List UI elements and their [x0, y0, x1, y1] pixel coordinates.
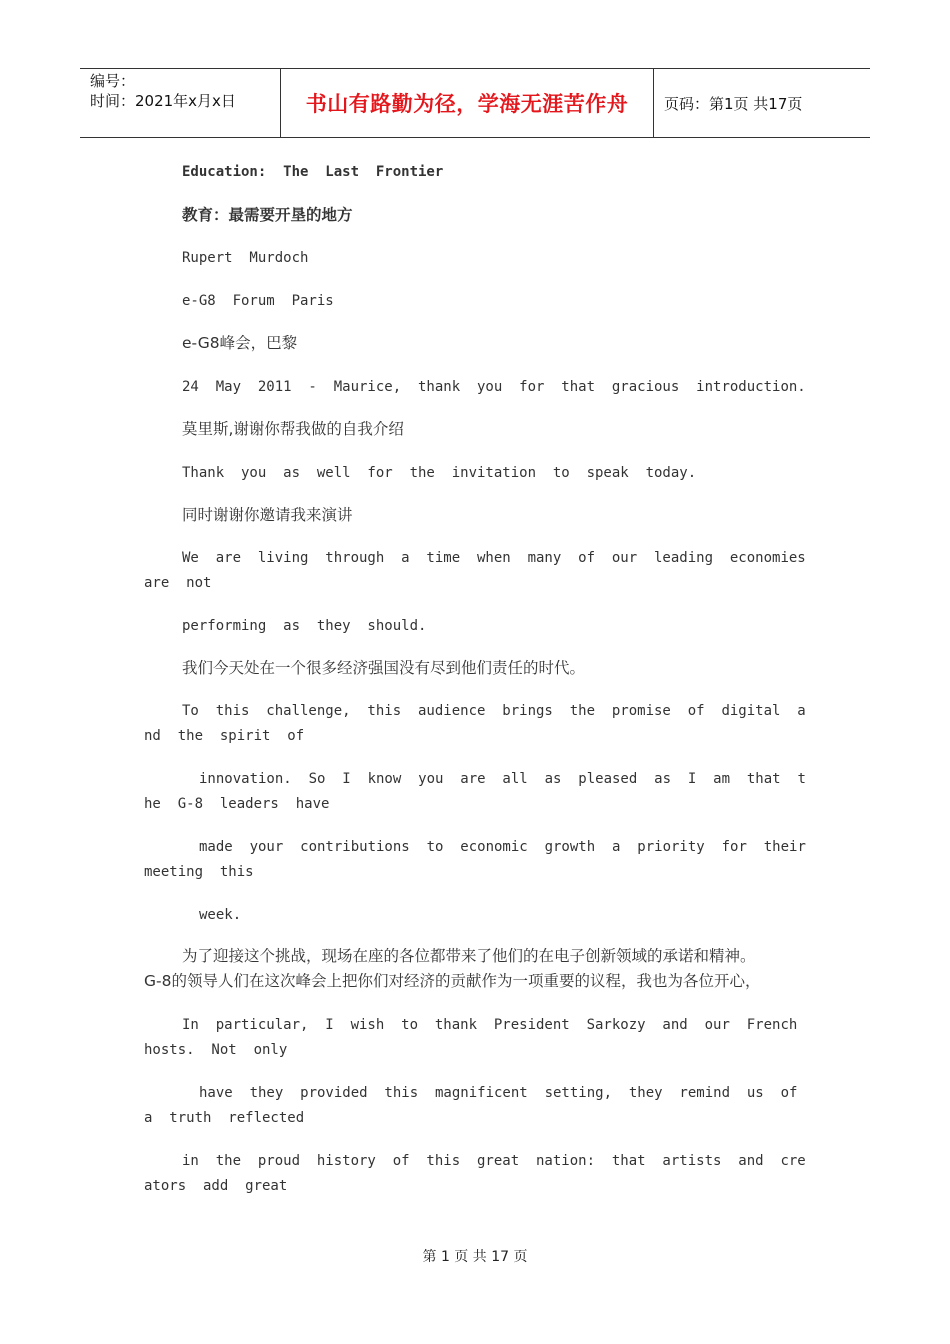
- text-line: Thank you as well for the invitation to speak today.: [182, 465, 697, 481]
- text-line: innovation. So I know you are all as pleased as I am that t: [199, 771, 806, 787]
- text-line: 24 May 2011 - Maurice, thank you for that gracious introduction.: [182, 379, 806, 395]
- header-motto: 书山有路勤为径，学海无涯苦作舟: [305, 92, 629, 116]
- text-line-zh: 我们今天处在一个很多经济强国没有尽到他们责任的时代。: [182, 659, 586, 677]
- text-line: week.: [199, 907, 242, 923]
- text-line: nd the spirit of: [144, 728, 305, 744]
- header-motto-cell: [281, 69, 654, 137]
- text-line: ators add great: [144, 1178, 288, 1194]
- text-line-zh: 莫里斯,谢谢你帮我做的自我介绍: [182, 420, 404, 438]
- document-number-label: 编号：: [90, 72, 136, 90]
- text-line: We are living through a time when many of our leading economies: [182, 550, 806, 566]
- text-line: he G-8 leaders have: [144, 796, 330, 812]
- document-title-zh: 教育：最需要开垦的地方: [182, 206, 353, 224]
- text-line: meeting this: [144, 864, 254, 880]
- text-line-zh: 同时谢谢你邀请我来演讲: [182, 506, 353, 524]
- text-line: in the proud history of this great nation: that artists and cre: [182, 1153, 806, 1169]
- author-line: Rupert Murdoch: [182, 250, 309, 266]
- header-page-code: 页码：第1页 共17页: [664, 94, 803, 113]
- event-line-zh: e-G8峰会，巴黎: [182, 334, 298, 352]
- text-line: made your contributions to economic growth a priority for their: [199, 839, 806, 855]
- header-meta-cell: [80, 69, 281, 137]
- text-line: performing as they should.: [182, 618, 427, 634]
- document-title: Education: The Last Frontier: [182, 164, 444, 180]
- text-line: hosts. Not only: [144, 1042, 288, 1058]
- page-header: [80, 68, 870, 138]
- text-line-zh: G-8的领导人们在这次峰会上把你们对经济的贡献作为一项重要的议程，我也为各位开心，: [144, 972, 761, 990]
- text-line: a truth reflected: [144, 1110, 305, 1126]
- text-line: have they provided this magnificent setting, they remind us of: [199, 1085, 798, 1101]
- text-line: In particular, I wish to thank President Sarkozy and our French: [182, 1017, 798, 1033]
- page-footer: 第 1 页 共 17 页: [422, 1249, 528, 1265]
- document-date-label: 时间：2021年x月x日: [90, 92, 236, 110]
- text-line: are not: [144, 575, 212, 591]
- text-line-zh: 为了迎接这个挑战，现场在座的各位都带来了他们的在电子创新领域的承诺和精神。: [182, 947, 756, 965]
- event-line: e-G8 Forum Paris: [182, 293, 334, 309]
- header-page-cell: [654, 69, 870, 137]
- text-line: To this challenge, this audience brings the promise of digital a: [182, 703, 806, 719]
